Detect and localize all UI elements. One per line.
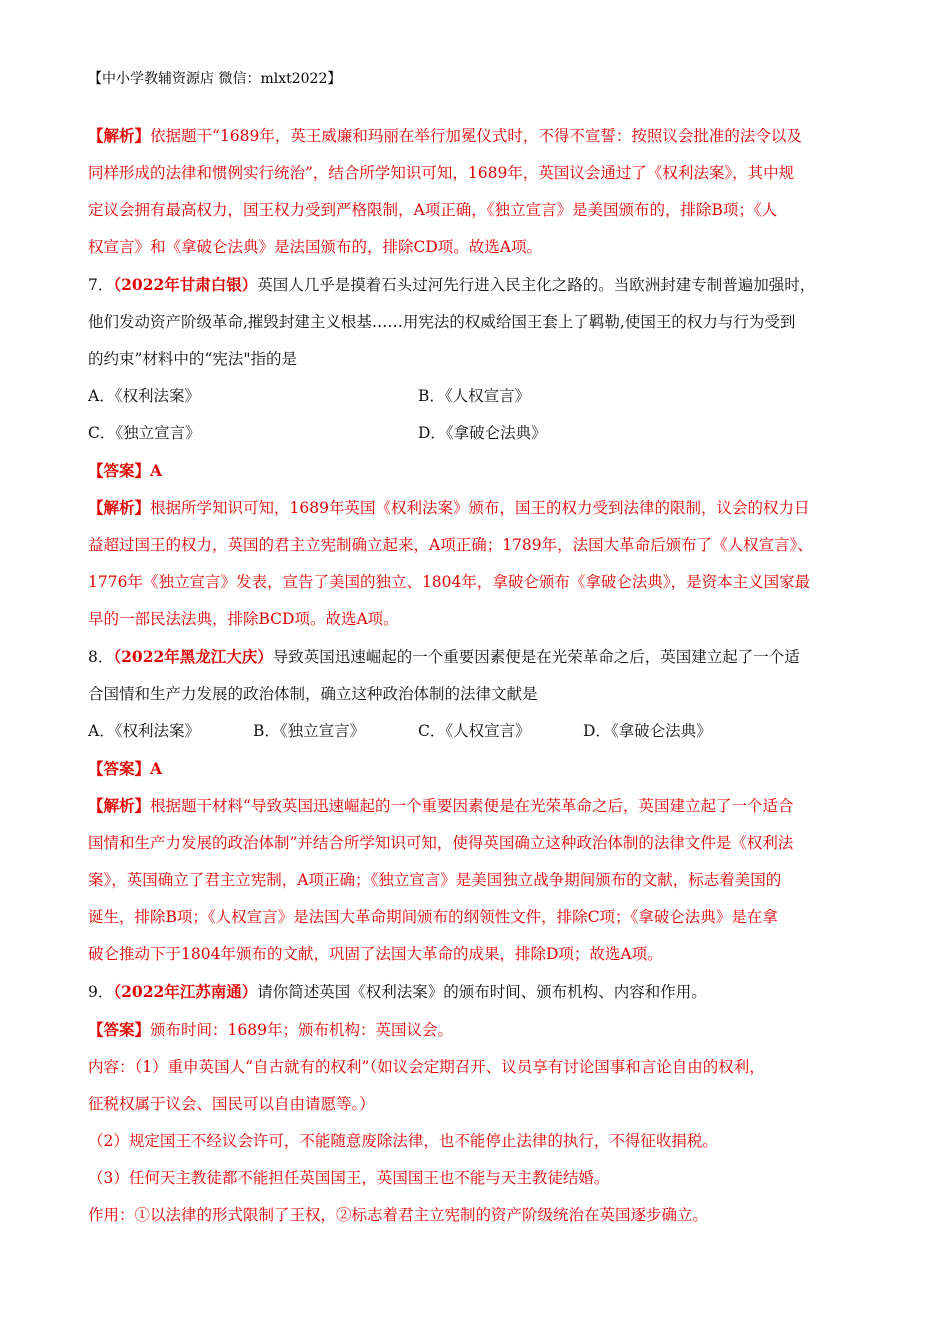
option-d: D．《拿破仑法典》 [418,424,547,442]
answer-line: （3）任何天主教徒都不能担任英国国王，英国国王也不能与天主教徒结婚。 [88,1169,610,1187]
answer-line: 征税权属于议会、国民可以自由请愿等。） [88,1095,375,1113]
question-source: （2022年甘肃白银） [113,275,258,294]
question-stem: 的约束”材料中的“宪法"指的是 [88,350,297,368]
answer-line: 内容：（1）重申英国人“自古就有的权利”（如议会定期召开、议员享有讨论国事和言论自由的权利， [88,1058,765,1076]
question-number: 8． [88,648,114,666]
analysis-line: 诞生，排除B项；《人权宣言》是法国大革命期间颁布的纲领性文件，排除C项；《拿破仑法典》是在拿 [88,908,778,926]
answer-line: 作用：①以法律的形式限制了王权，②标志着君主立宪制的资产阶级统治在英国逐步确立。 [88,1206,709,1224]
answer-value: A [150,759,163,778]
answer-line: 颁布时间：1689年；颁布机构：英国议会。 [150,1021,453,1039]
answer-line: （2）规定国王不经议会许可，不能随意废除法律，也不能停止法律的执行，不得征收捐税。 [88,1132,718,1150]
prev-analysis [88,117,868,266]
analysis-line: 早的一部民法法典，排除BCD项。故选A项。 [88,610,399,628]
question-number: 7． [88,276,114,294]
question-8 [88,638,868,973]
answer-value: A [150,461,163,480]
answer-label: 【答案】 [88,759,151,778]
analysis-label: 【解析】 [88,126,151,145]
question-stem: 导致英国迅速崛起的一个重要因素便是在光荣革命之后，英国建立起了一个适 [272,648,800,666]
analysis-line: 益超过国王的权力，英国的君主立宪制确立起来，A项正确；1789年，法国大革命后颁布了《人权宣言》、 [88,536,813,554]
question-stem: 合国情和生产力发展的政治体制，确立这种政治体制的法律文献是 [88,685,538,703]
option-c: C．《独立宣言》 [88,424,201,442]
question-9 [88,973,868,1234]
analysis-line: 同样形成的法律和惯例实行统治”，结合所学知识可知，1689年，英国议会通过了《权利法案》，其中规 [88,164,795,182]
option-a: A．《权利法案》 [88,387,200,405]
question-number: 9． [88,983,114,1001]
analysis-line: 定议会拥有最高权力，国王权力受到严格限制，A项正确，《独立宣言》是美国颁布的，排除B项；《人 [88,201,778,219]
question-stem: 请你简述英国《权利法案》的颁布时间、颁布机构、内容和作用。 [257,983,707,1001]
document-body [88,117,868,1234]
question-stem: 他们发动资产阶级革命,摧毁封建主义根基……用宪法的权威给国王套上了羁勒,使国王的权力与行为受到 [88,313,796,331]
option-d: D．《拿破仑法典》 [583,722,712,740]
page-header: 【中小学教辅资源店 微信：mlxt2022】 [88,71,342,87]
question-7 [88,266,868,638]
analysis-line: 国情和生产力发展的政治体制”并结合所学知识可知，使得英国确立这种政治体制的法律文件是《权利法 [88,834,794,852]
analysis-line: 根据所学知识可知，1689年英国《权利法案》颁布，国王的权力受到法律的限制，议会的权力日 [150,499,810,517]
question-source: （2022年江苏南通） [113,982,258,1001]
analysis-line: 权宣言》和《拿破仑法典》是法国颁布的，排除CD项。故选A项。 [88,238,542,256]
analysis-label: 【解析】 [88,796,151,815]
option-b: B．《独立宣言》 [253,722,366,740]
analysis-line: 1776年《独立宣言》发表，宣告了美国的独立、1804年，拿破仑颁布《拿破仑法典》，是资本主义国家最 [88,573,811,591]
question-stem: 英国人几乎是摸着石头过河先行进入民主化之路的。当欧洲封建专制普遍加强时， [257,276,816,294]
analysis-line: 破仑推动下于1804年颁布的文献，巩固了法国大革命的成果，排除D项；故选A项。 [88,945,663,963]
option-c: C．《人权宣言》 [418,722,531,740]
option-b: B．《人权宣言》 [418,387,531,405]
analysis-label: 【解析】 [88,498,151,517]
option-a: A．《权利法案》 [88,722,200,740]
analysis-line: 案》，英国确立了君主立宪制，A项正确；《独立宣言》是美国独立战争期间颁布的文献，标志着美国的 [88,871,782,889]
answer-label: 【答案】 [88,461,151,480]
answer-label: 【答案】 [88,1020,151,1039]
question-source: （2022年黑龙江大庆） [113,647,273,666]
analysis-line: 根据题干材料“导致英国迅速崛起的一个重要因素便是在光荣革命之后，英国建立起了一个适合 [150,797,794,815]
analysis-line: 依据题干“1689年，英王威廉和玛丽在举行加冕仪式时，不得不宣誓：按照议会批准的法令以及 [150,127,802,145]
